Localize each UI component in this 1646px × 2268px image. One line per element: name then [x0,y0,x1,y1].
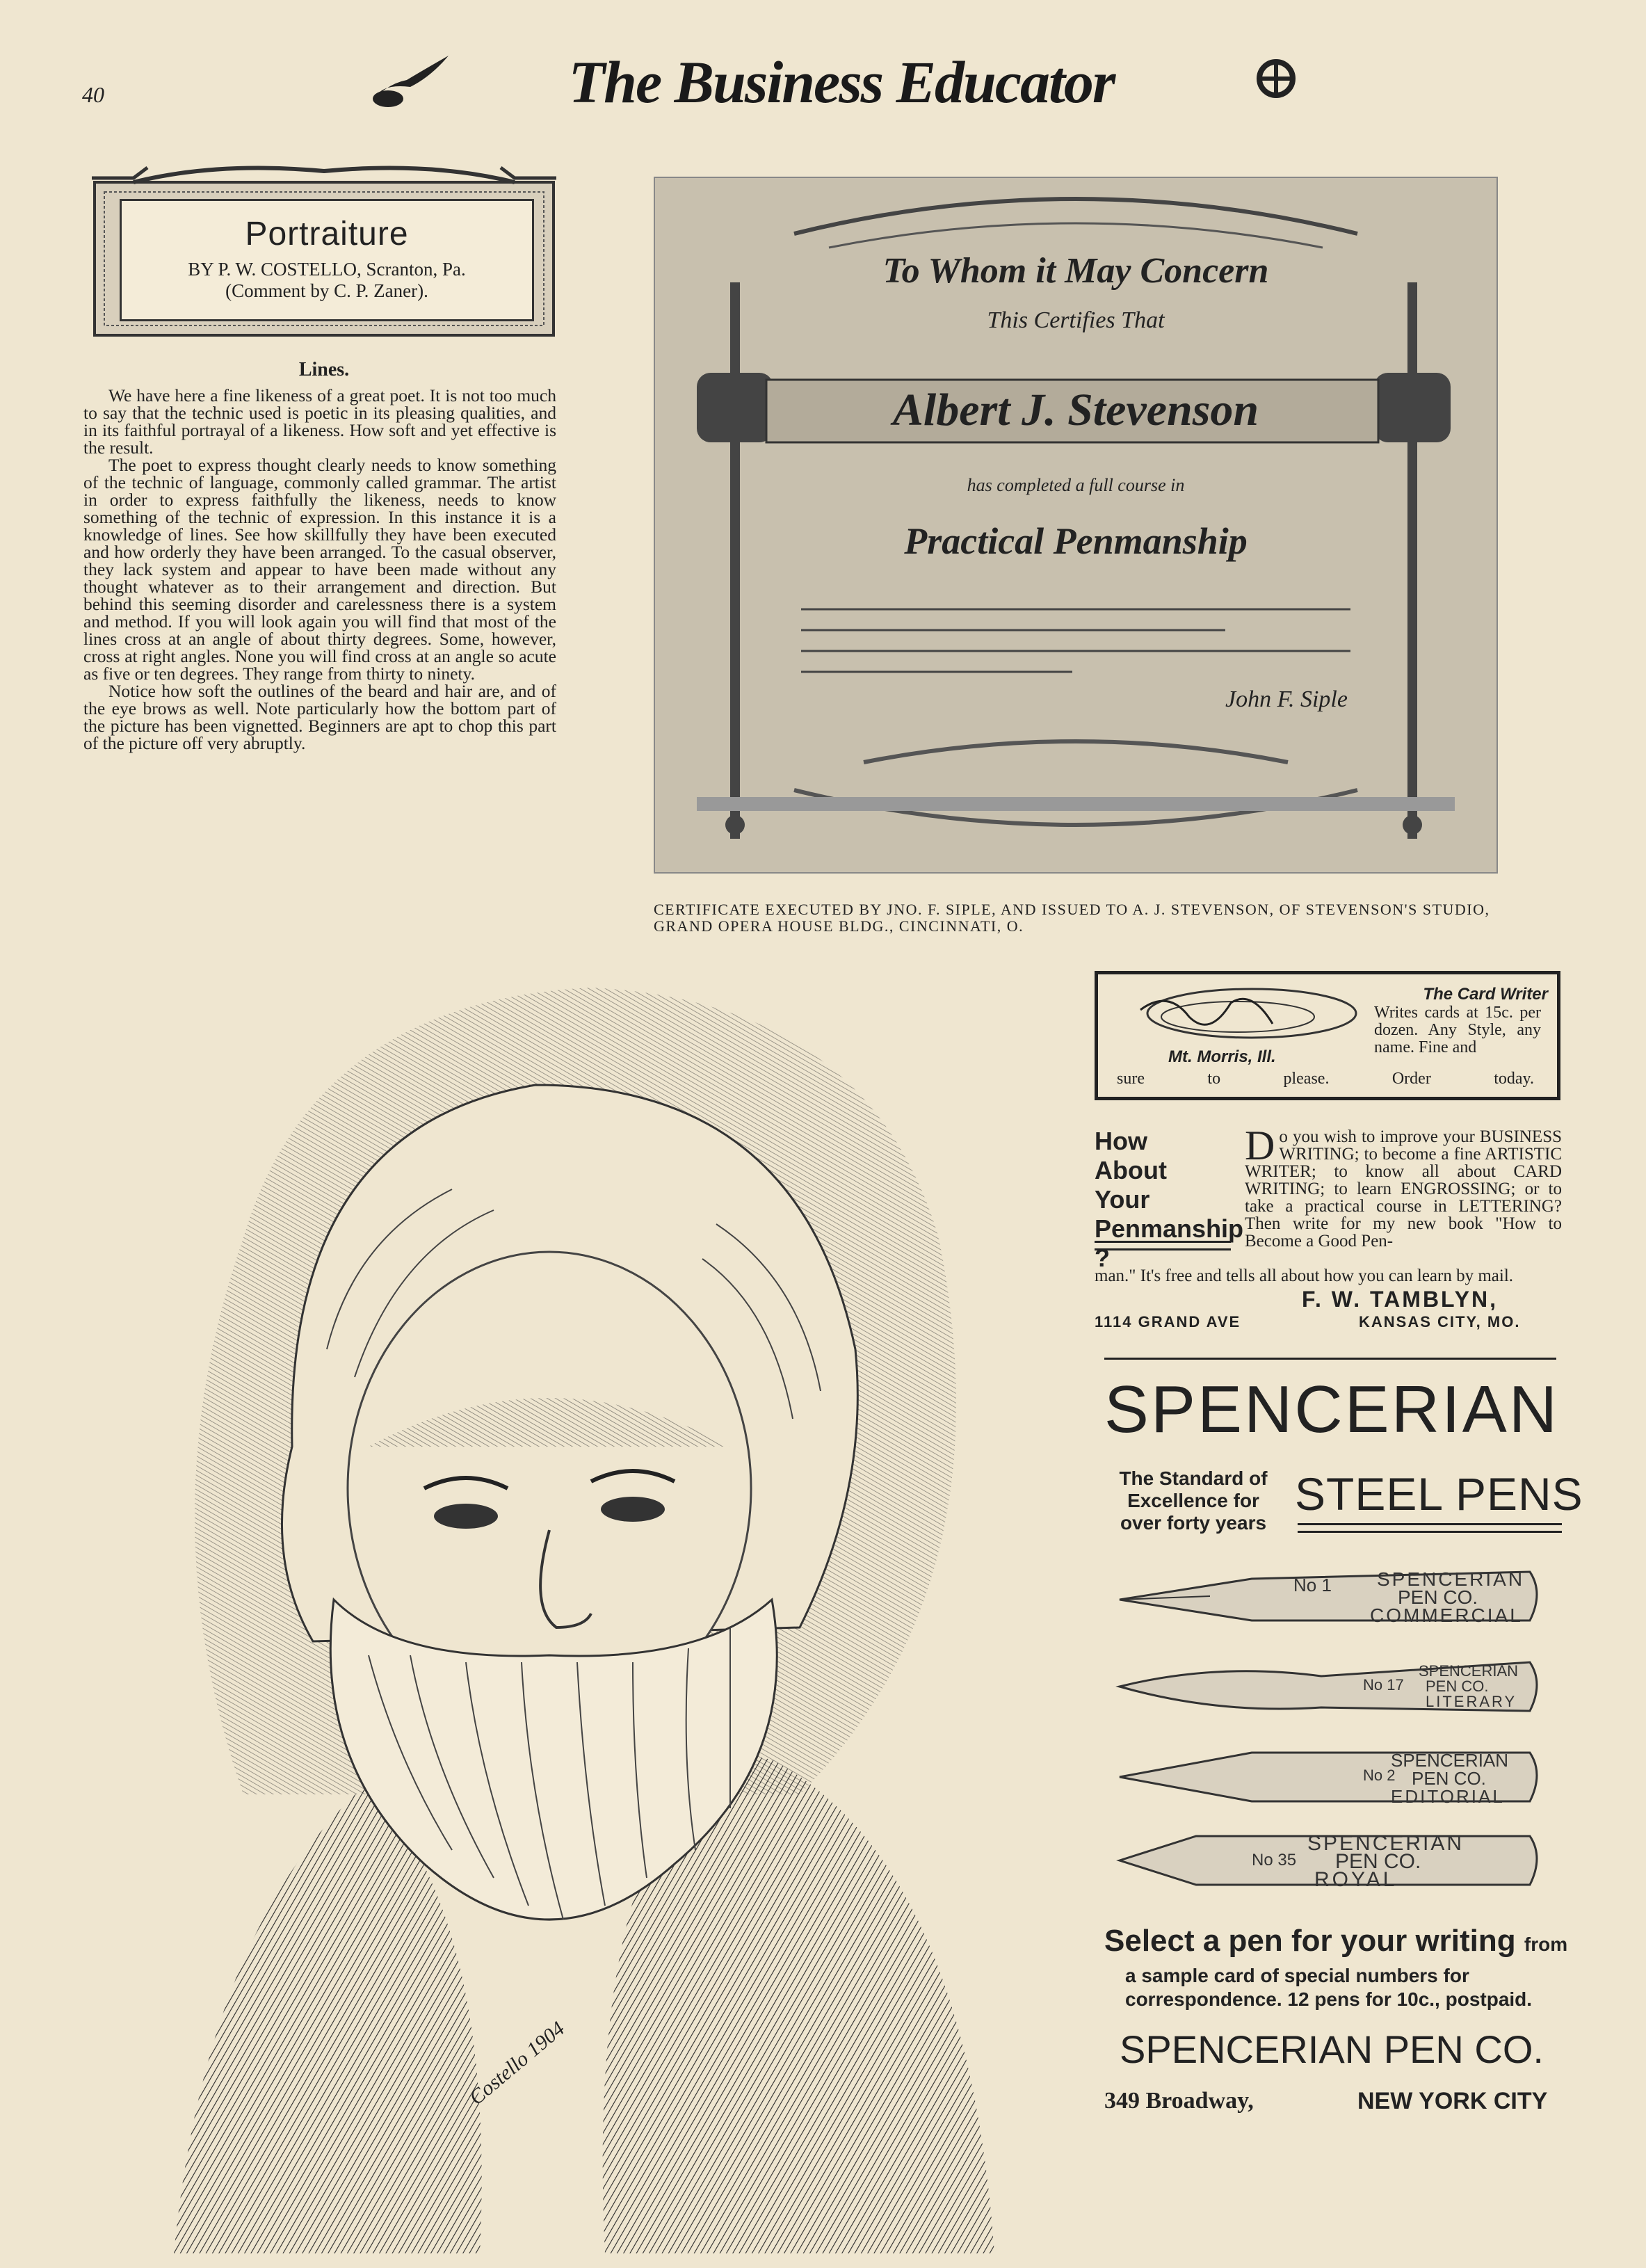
pen-literary [1113,1648,1544,1725]
pen-no: No 1 [1293,1575,1332,1595]
portrait-engraving [104,960,1064,2253]
spencerian-select-main: Select a pen for your writing [1104,1924,1516,1958]
pen-label: SPENCERIAN [1419,1662,1519,1680]
pen-label: COMMERCIAL [1370,1605,1523,1626]
portrait-signature: Costello 1904 [465,2017,570,2110]
portraiture-header [120,199,534,321]
pen-label: SPENCERIAN [1307,1832,1465,1855]
penmanship-heading [1095,1127,1244,1273]
pen-label: PEN CO. [1426,1678,1489,1695]
certificate-caption: CERTIFICATE EXECUTED BY JNO. F. SIPLE, AND ISSUED TO A. J. STEVENSON, OF STEVENSON'S STUDIO, GRAND OPERA HOUSE BLDG., CINCINNATI, O. [654,901,1490,935]
pen-no: No 35 [1252,1851,1297,1869]
certificate-image [654,177,1498,874]
divider [1298,1523,1562,1533]
certificate-subject: Practical Penmanship [904,520,1248,562]
pen-label: EDITORIAL [1391,1786,1505,1807]
card-writer-footer: sure to please. Order today. [1117,1070,1534,1088]
article-heading: Lines. [298,359,350,380]
spencerian-address: 349 Broadway, [1104,2088,1254,2114]
spencerian-city: NEW YORK CITY [1357,2088,1548,2114]
card-writer-title: The Card Writer [1423,985,1548,1004]
spencerian-title: SPENCERIAN [1104,1372,1560,1447]
divider [1104,1358,1556,1360]
penmanship-heading-line: About [1095,1156,1167,1184]
pen-label: PEN CO. [1335,1850,1421,1873]
certificate-drawing [655,178,1496,872]
pen-no: No 2 [1363,1767,1396,1784]
certificate-signature: John F. Siple [1225,686,1348,712]
penmanship-name: F. W. TAMBLYN, [1302,1287,1498,1312]
pen-label: PEN CO. [1412,1768,1486,1789]
masthead-title: The Business Educator [568,49,1115,115]
divider [1095,1241,1231,1250]
pen-label: LITERARY [1426,1693,1517,1710]
penmanship-body: o you wish to improve your BUSINESS WRITING; to become a fine ARTISTIC WRITER; to know all about CARD WRITING; to learn ENGROSSING; or to take a practical course in LETTERING? Then write for my new book "How to Become a Good Pen- [1245,1127,1562,1250]
certificate-name: Albert J. Stevenson [892,385,1259,435]
article-paragraph: The poet to express thought clearly needs to know something of the technic of language, commonly called grammar. The artist in order to express faithfully the likeness, needs to know something of the technic of expression. In this instance it is a knowledge of lines. See how skillfully they have been executed and how orderly they have been arranged. To the casual observer, they lack system and appear to have been made without any thought whatever as to their arrangement and direction. But behind this seeming disorder and carelessness there is a system and method. If you will look again you will find that most of the lines cross at an angle of about thirty degrees. Some, however, cross at right angles. None you will find cross at an angle so acute as five or ten degrees. They range from thirty to ninety. [83,455,556,684]
pen-label: PEN CO. [1398,1586,1478,1608]
pen-label: SPENCERIAN [1391,1750,1509,1771]
article-paragraph: Notice how soft the outlines of the beard and hair are, and of the eye brows as well. Note particularly how the bottom part of the picture has been vignetted. Beginners are apt to chop this part of the picture off very abruptly. [83,681,556,753]
quill-icon [369,49,452,111]
card-writer-flourish [1113,982,1363,1052]
article-body [83,387,556,752]
spencerian-company: SPENCERIAN PEN CO. [1120,2027,1544,2071]
certificate-certifies: This Certifies That [987,307,1165,333]
ornament-icon [1252,54,1300,103]
pen-commercial [1113,1558,1544,1634]
pen-royal [1113,1822,1544,1899]
pen-editorial [1113,1739,1544,1815]
portraiture-byline: BY P. W. COSTELLO, Scranton, Pa. [188,259,466,280]
penmanship-heading-line: How [1095,1127,1147,1155]
portraiture-comment: (Comment by C. P. Zaner). [225,280,428,301]
penmanship-text [1245,1123,1562,1250]
spencerian-select-from: from [1524,1933,1568,1955]
penmanship-heading-line: Your [1095,1185,1150,1214]
certificate-line: has completed a full course in [967,475,1185,495]
spencerian-select [1104,1924,1567,1959]
card-writer-text: Writes cards at 15c. per dozen. Any Style, any name. Fine and [1374,1004,1541,1056]
article-paragraph: We have here a fine likeness of a great poet. It is not too much to say that the technic used is poetic in its pleasing qualities, and in its faithful portrayal of a likeness. How soft and yet effective is the result. [83,385,556,458]
spencerian-standard: The Standard of Excellence for over forty years [1119,1467,1268,1534]
penmanship-tail: man." It's free and tells all about how you can learn by mail. [1095,1266,1514,1285]
spencerian-sample: a sample card of special numbers for correspondence. 12 pens for 10c., postpaid. [1125,1965,1533,2010]
certificate-heading: To Whom it May Concern [882,251,1269,291]
penmanship-address: 1114 GRAND AVE [1095,1313,1241,1330]
pen-no: No 17 [1363,1676,1404,1694]
penmanship-heading-line: Penmanship ? [1095,1214,1244,1272]
card-writer-location: Mt. Morris, Ill. [1168,1047,1276,1066]
pen-label: SPENCERIAN [1377,1568,1525,1590]
page-number: 40 [82,82,104,107]
portraiture-title: Portraiture [245,216,409,252]
drop-cap: D [1245,1123,1275,1168]
pen-label: ROYAL [1314,1868,1398,1891]
spencerian-steel-pens: STEEL PENS [1295,1468,1583,1520]
penmanship-city: KANSAS CITY, MO. [1359,1313,1521,1330]
